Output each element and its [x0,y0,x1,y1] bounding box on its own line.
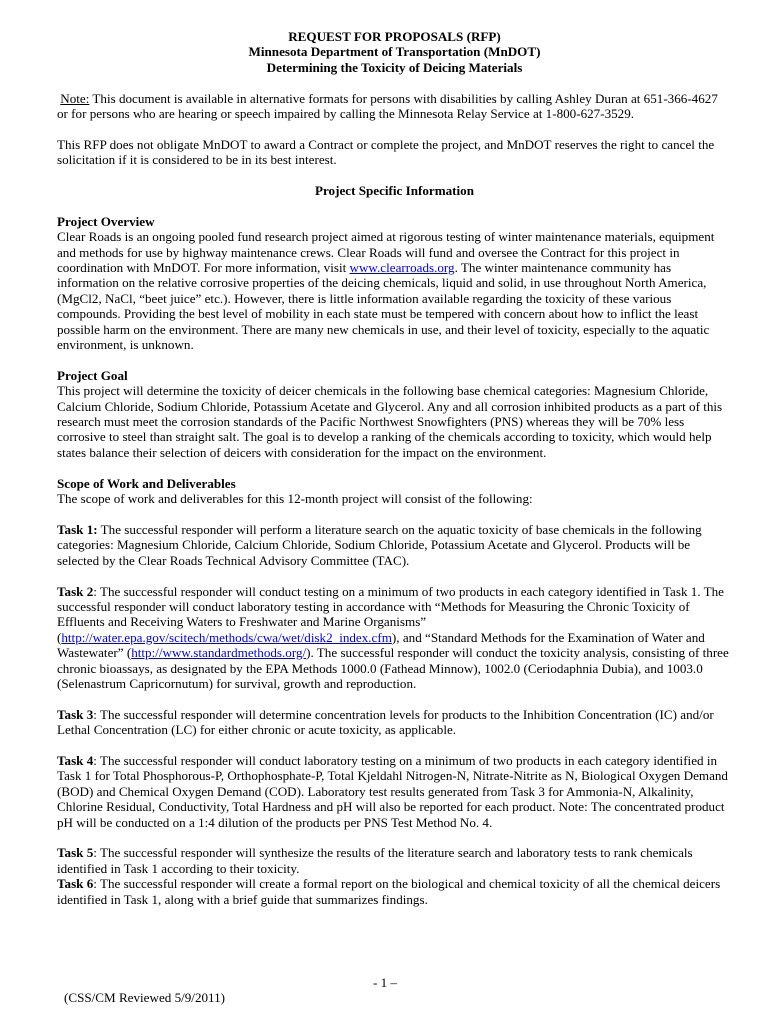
task3-text: : The successful responder will determine concentration levels for products to the Inhibition Concentration (IC) and/or Lethal Concentration (LC) for either chronic or acute toxicity, as applicable. [57,706,714,738]
accessibility-note [57,91,732,122]
task2-label: Task 2 [57,583,94,599]
overview-paragraph [57,229,732,352]
overview-text-b: . The winter maintenance community has information on the relative corrosive properties of the deicing chemicals, liquid and solid, in use throughout North America, (MgCl2, NaCl, “beet juice” etc.). However, there is little information available regarding the toxicity of these various compounds. Providing the best level of mobility in each state must be tempered with concern about how to inflict the least possible harm on the environment. There are many new chemicals in use, and their level of toxicity, especially to the aquatic environment, is unknown. [57,260,710,353]
overview-heading: Project Overview [57,213,155,229]
task1-label: Task 1: [57,521,98,537]
task3-paragraph [57,707,732,738]
task2-paragraph [57,584,732,692]
page-number: - 1 – [372,975,397,990]
task2-text-c: ). The successful responder will conduct the toxicity analysis, consisting of three chronic bioassays, as designated by the EPA Methods 1000.0 (Fathead Minnow), 1002.0 (Ceriodaphnia Dubia), and 1003.0 (Selenastrum Capricornutum) for survival, growth and reproduction. [57,645,729,691]
scope-heading: Scope of Work and Deliverables [57,475,236,491]
task1-paragraph [57,522,732,568]
task5-paragraph [57,845,732,876]
project-title: Determining the Toxicity of Deicing Materials [266,59,523,75]
clearroads-link[interactable]: www.clearroads.org [349,260,455,276]
document-page [57,29,732,907]
obligation-paragraph: This RFP does not obligate MnDOT to award a Contract or complete the project, and MnDOT reserves the right to cancel the solicitation if it is considered to be in its best interest. [57,136,715,168]
task4-paragraph [57,753,732,830]
goal-heading: Project Goal [57,367,128,383]
task5-text: : The successful responder will synthesize the results of the literature search and laboratory tests to rank chemicals identified in Task 1 according to their toxicity. [57,845,693,876]
section-title: Project Specific Information [314,183,475,199]
task5-label: Task 5 [57,845,94,861]
note-text: This document is available in alternative formats for persons with disabilities by calling Ashley Duran at 651-366-4627 or for persons who are hearing or speech impaired by calling the Minnesota Relay Service at 1-800-627-3529. [57,90,718,122]
task2-text-b: ), and “Standard Methods for the Examination of Water and Wastewater” ( [57,629,705,661]
epa-methods-link[interactable]: http://water.epa.gov/scitech/methods/cwa/wet/disk2_index.cfm [61,629,392,645]
review-note: (CSS/CM Reviewed 5/9/2011) [64,990,226,1005]
task6-label: Task 6 [57,876,94,892]
standard-methods-link[interactable]: http://www.standardmethods.org/ [131,645,307,661]
agency-title: Minnesota Department of Transportation (MnDOT) [248,44,541,60]
task3-label: Task 3 [57,706,94,722]
task4-label: Task 4 [57,752,94,768]
scope-paragraph: The scope of work and deliverables for this 12-month project will consist of the following: [57,491,533,507]
overview-text-a: Clear Roads is an ongoing pooled fund research project aimed at rigorous testing of winter maintenance materials, equipment and methods for use by highway maintenance crews. Clear Roads will fund and oversee the Contract for this project in coordination with MnDOT. For more information, visit [57,229,715,276]
task4-text: : The successful responder will conduct laboratory testing on a minimum of two products in each category identified in Task 1 for Total Phosphorous-P, Orthophosphate-P, Total Kjeldahl Nitrogen-N, Nitrate-Nitrite as N, Biological Oxygen Demand (BOD) and Chemical Oxygen Demand (COD). Laboratory test results generated from Task 3 for Ammonia-N, Alkalinity, Chlorine Residual, Conductivity, Total Hardness and pH will also be reported for each product. Note: The concentrated product pH will be conducted on a 1:4 dilution of the products per PNS Test Method No. 4. [57,752,728,830]
rfp-title: REQUEST FOR PROPOSALS (RFP) [288,29,501,44]
task6-paragraph [57,876,732,907]
task2-text-a: : The successful responder will conduct testing on a minimum of two products in each category identified in Task 1. The successful responder will conduct laboratory testing in accordance with “Methods for Measuring the Chronic Toxicity of Effluents and Receiving Waters to Freshwater and Marine Organisms” ( [57,583,724,645]
task1-text: The successful responder will perform a literature search on the aquatic toxicity of base chemicals in the following categories: Magnesium Chloride, Calcium Chloride, Sodium Chloride, Potassium Acetate and Glycerol. Products will be selected by the Clear Roads Technical Advisory Committee (TAC). [57,521,702,568]
note-label: Note: [60,90,90,106]
goal-paragraph: This project will determine the toxicity of deicer chemicals in the following base chemical categories: Magnesium Chloride, Calcium Chloride, Sodium Chloride, Potassium Acetate and Glycerol. Any and all corrosion inhibited products as a part of this research must meet the corrosion standards of the Pacific Northwest Snowfighters (PNS) whereas they will be 70% less corrosive to steel than straight salt. The goal is to develop a ranking of the chemicals according to toxicity, which would help states balance their selection of deicers with consideration for the impact on the environment. [57,383,723,460]
task6-text: : The successful responder will create a formal report on the biological and chemical toxicity of all the chemical deicers identified in Task 1, along with a brief guide that summarizes findings. [57,876,721,907]
